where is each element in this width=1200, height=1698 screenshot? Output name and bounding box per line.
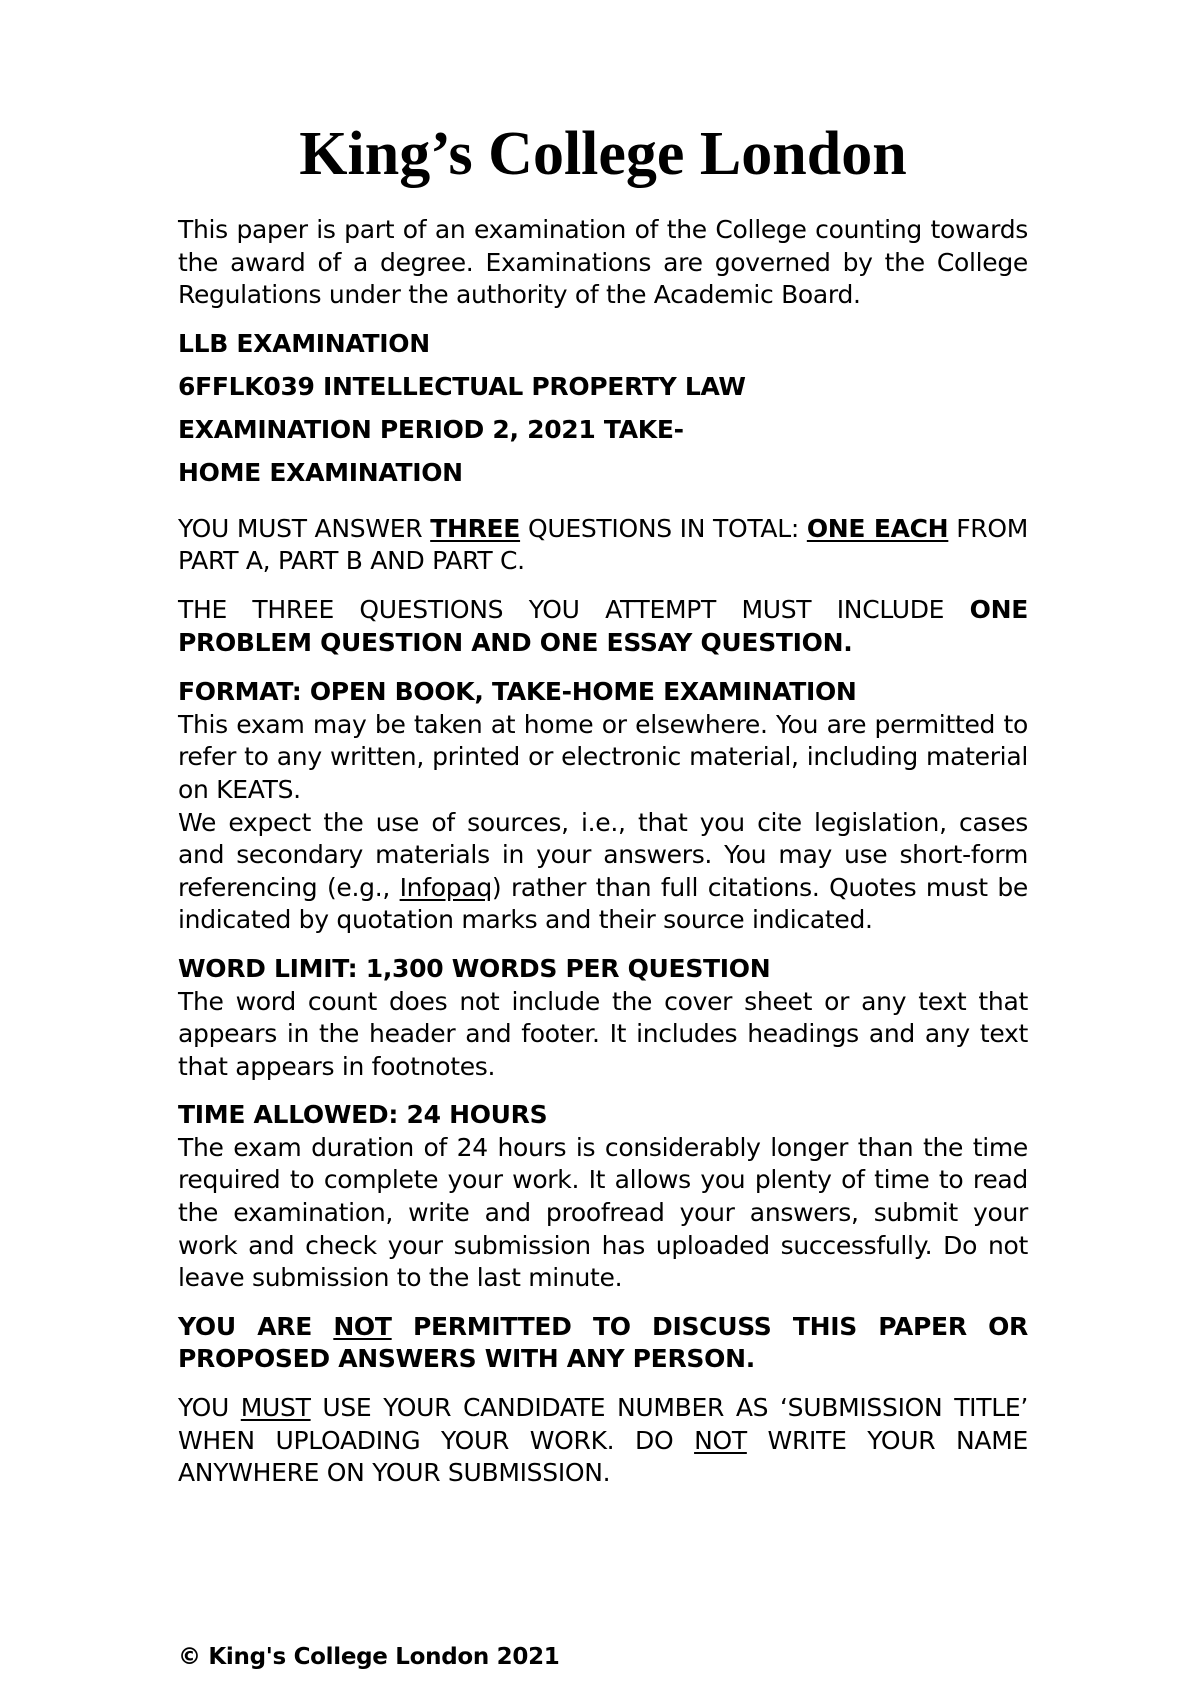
word-limit-section [178, 953, 1028, 1083]
discuss-text-1: YOU ARE [178, 1311, 334, 1341]
attempt-essay-emphasis: ONE ESSAY QUESTION. [539, 627, 853, 657]
attempt-text-1: THE THREE QUESTIONS YOU ATTEMPT MUST INCLUDE [178, 594, 970, 624]
attempt-problem-emphasis: ONE PROBLEM QUESTION [178, 594, 1028, 657]
discuss-not-emphasis: NOT [333, 1311, 392, 1341]
time-allowed-heading: TIME ALLOWED: 24 HOURS [178, 1100, 548, 1130]
module-code-title: 6FFLK039 INTELLECTUAL PROPERTY LAW [178, 371, 746, 401]
answer-text-3: FROM PART A, PART B AND PART C. [178, 513, 1028, 576]
word-limit-heading: WORD LIMIT: 1,300 WORDS PER QUESTION [178, 953, 771, 983]
word-limit-text: The word count does not include the cover sheet or any text that appears in the header and footer. It includes headings and any text that appears in footnotes. [178, 986, 1028, 1081]
answer-text-1: YOU MUST ANSWER [178, 513, 431, 543]
discuss-text-2: PERMITTED TO DISCUSS THIS PAPER OR PROPOSED ANSWERS WITH ANY PERSON. [178, 1311, 1028, 1374]
time-allowed-section [178, 1099, 1028, 1295]
candidate-number-warning [178, 1392, 1028, 1490]
candidate-text-3: WRITE YOUR NAME ANYWHERE ON YOUR SUBMISSION. [178, 1425, 1028, 1488]
answer-three-emphasis: THREE [430, 513, 521, 543]
candidate-text-2: USE YOUR CANDIDATE NUMBER AS ‘SUBMISSION TITLE’ WHEN UPLOADING YOUR WORK. DO [178, 1393, 1028, 1455]
format-text-2: ) rather than full citations. Quotes must be indicated by quotation marks and their source indicated. [178, 872, 1028, 935]
exam-cover-page [178, 0, 1028, 1490]
exam-period-line1: EXAMINATION PERIOD 2, 2021 TAKE- [178, 414, 684, 444]
attempt-text-2: AND [462, 627, 540, 657]
page-title: King’s College London [299, 120, 907, 188]
format-heading: FORMAT: OPEN BOOK, TAKE-HOME EXAMINATION [178, 677, 857, 707]
candidate-not-emphasis: NOT [694, 1425, 747, 1455]
infopaq-reference: Infopaq [399, 872, 492, 902]
attempt-instruction [178, 594, 1028, 659]
format-text-1: We expect the use of sources, i.e., that you cite legislation, cases and secondary materials in your answers. You may use short-form referencing (e.g., [178, 807, 1028, 902]
candidate-text-1: YOU [178, 1393, 241, 1423]
copyright-footer: © King's College London 2021 [178, 1644, 560, 1670]
time-allowed-text: The exam duration of 24 hours is considerably longer than the time required to complete your work. It allows you plenty of time to read the examination, write and proofread your answers, submit your work and check your submission has uploaded successfully. Do not leave submission to the last minute. [178, 1132, 1028, 1293]
format-section [178, 676, 1028, 937]
format-paragraph-2 [178, 807, 1028, 937]
discussion-warning [178, 1311, 1028, 1376]
exam-info-block [178, 328, 1028, 489]
answer-text-2: QUESTIONS IN TOTAL: [520, 513, 807, 543]
format-paragraph-1: This exam may be taken at home or elsewhere. You are permitted to refer to any written, printed or electronic material, including material on KEATS. [178, 709, 1028, 804]
candidate-must-emphasis: MUST [240, 1393, 311, 1423]
answer-instruction [178, 513, 1028, 578]
exam-type: LLB EXAMINATION [178, 328, 430, 358]
answer-one-each-emphasis: ONE EACH [806, 513, 949, 543]
exam-period-line2: HOME EXAMINATION [178, 457, 463, 487]
intro-paragraph: This paper is part of an examination of the College counting towards the award of a degree. Examinations are governed by the College Regulations under the authority of the Academic Board. [178, 215, 1028, 310]
